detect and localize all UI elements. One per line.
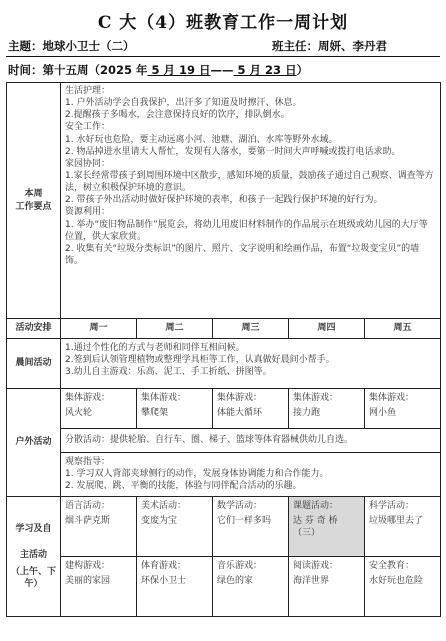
goals-line: 1. 户外活动学会自我保护，出汗多了知道及时擦汗、休息。: [65, 98, 302, 109]
outdoor-split: 分散活动：提供轮胎、自行车、圈、梯子、篮球等体育器械供幼儿自选。: [61, 429, 441, 453]
goals-label: 本周 工作要点: [7, 83, 61, 319]
day-friday: 周五: [365, 319, 441, 339]
learning-wed-2: 音乐游戏： 绿色的家: [213, 557, 289, 617]
learning-thu-2: 阅读游戏： 海洋世界: [289, 557, 365, 617]
header-rule-1: [6, 56, 440, 57]
learning-tue-2: 体育游戏： 环保小卫士: [137, 557, 213, 617]
learning-mon-2: 建构游戏： 美丽的家园: [61, 557, 137, 617]
theme-value: 地球小卫士（二）: [42, 39, 135, 53]
day-monday: 周一: [61, 319, 137, 339]
outdoor-game-wed: 集体游戏： 体能大循环: [213, 389, 289, 429]
time-row: [8, 62, 308, 78]
learning-fri-1: 科学活动： 垃圾哪里去了: [365, 497, 441, 557]
date-dash: ——: [210, 63, 234, 77]
goals-line: 1.家长经常带孩子到周围环境中区散步，感知环境的质量，鼓励孩子通过自己观察、调查等方法，树立积极保护环境的意识。: [65, 170, 434, 194]
day-thursday: 周四: [289, 319, 365, 339]
outdoor-label: 户外活动: [7, 389, 61, 497]
learning-wed-1: 数学活动： 它们一样多吗: [213, 497, 289, 557]
schedule-label: 活动安排: [7, 319, 61, 339]
goals-line: 生活护理：: [65, 86, 111, 96]
teacher-label: 班主任：: [272, 39, 318, 53]
time-label: 时间：: [8, 63, 43, 77]
weekly-plan-table: [6, 82, 441, 617]
goals-row: [7, 83, 441, 319]
outdoor-games-row: [7, 389, 441, 429]
day-wednesday: 周三: [213, 319, 289, 339]
goals-line: 2. 物品掉进水里请大人帮忙，发现有人落水，要第一时间大声呼喊或拨打电话求助。: [65, 146, 401, 157]
morning-content: [61, 339, 441, 389]
outdoor-game-fri: 集体游戏： 网小鱼: [365, 389, 441, 429]
date-open: （2025 年: [88, 63, 148, 77]
learning-tue-1: 美术活动： 变废为宝: [137, 497, 213, 557]
date-close: ）: [296, 63, 309, 77]
date-start: 5 月 19 日: [147, 63, 211, 77]
goals-line: 2. 收集有关“垃圾分类标识”的图片、照片、文字说明和绘画作品，布置“垃圾变宝贝”的墙饰。: [65, 243, 420, 266]
morning-row: [7, 339, 441, 389]
morning-line: 1.通过个性化的方式与老师和同伴互相问候。: [65, 343, 245, 353]
outdoor-guidance: 观察指导： 1. 学习双人背部夹球侧行的动作，发展身体协调能力和合作能力。 2. 发展爬、跳、平衡的技能，体验与同伴配合活动的乐趣。: [61, 453, 441, 497]
week-value: 第十五周: [42, 63, 89, 77]
morning-line: 3.幼儿自主游戏：乐高、泥工、手工折纸、拼图等。: [65, 367, 272, 378]
teacher-row: [272, 38, 387, 54]
learning-row-2: [7, 557, 441, 617]
outdoor-game-tue: 集体游戏： 攀爬架: [137, 389, 213, 429]
date-end: 5 月 23 日: [233, 63, 297, 77]
learning-row-1: [7, 497, 441, 557]
theme-label: 主题：: [8, 39, 43, 53]
outdoor-game-mon: 集体游戏： 风火轮: [61, 389, 137, 429]
morning-label: 晨间活动: [7, 339, 61, 389]
goals-line: 安全工作：: [65, 122, 111, 133]
learning-thu-1: 课题活动： 达 芬 奇 桥（三）: [289, 497, 365, 557]
schedule-header-row: [7, 319, 441, 339]
morning-line: 2.签到后认领管理植物或整理学具柜等工作，认真做好晨间小帮手。: [65, 355, 335, 366]
goals-line: 1. 举办“废旧物品制作”展览会，将幼儿用废旧材料制作的作品展示在班级或幼儿园的大厅等位置，供大家欣赏。: [65, 219, 428, 242]
goals-line: 家园协同：: [65, 158, 111, 169]
outdoor-guidance-row: [7, 453, 441, 497]
outdoor-split-row: [7, 429, 441, 453]
page-title: C 大（4）班教育工作一周计划: [97, 13, 349, 33]
learning-mon-1: 语言活动： 烟斗萨克斯: [61, 497, 137, 557]
learning-fri-2: 安全教育： 水好玩也危险: [365, 557, 441, 617]
goals-line: 资源利用：: [65, 207, 111, 218]
teacher-value: 周妍、李丹君: [318, 39, 387, 53]
goals-line: 1. 水好玩也危险，要主动远离小河、池塘、湖泊、水库等野外水域。: [65, 134, 338, 145]
learning-label: 学习及自 主活动 （上午、下午）: [7, 497, 61, 617]
goals-line: 2. 带孩子外出活动时做好保护环境的表率，和孩子一起践行保护环境的好行为。: [65, 195, 383, 206]
outdoor-game-thu: 集体游戏： 接力跑: [289, 389, 365, 429]
goals-line: 2.提醒孩子多喝水，会注意保持良好的饮序，排队倒水。: [65, 110, 290, 121]
goals-content: [61, 83, 441, 319]
theme-row: [8, 38, 135, 54]
day-tuesday: 周二: [137, 319, 213, 339]
